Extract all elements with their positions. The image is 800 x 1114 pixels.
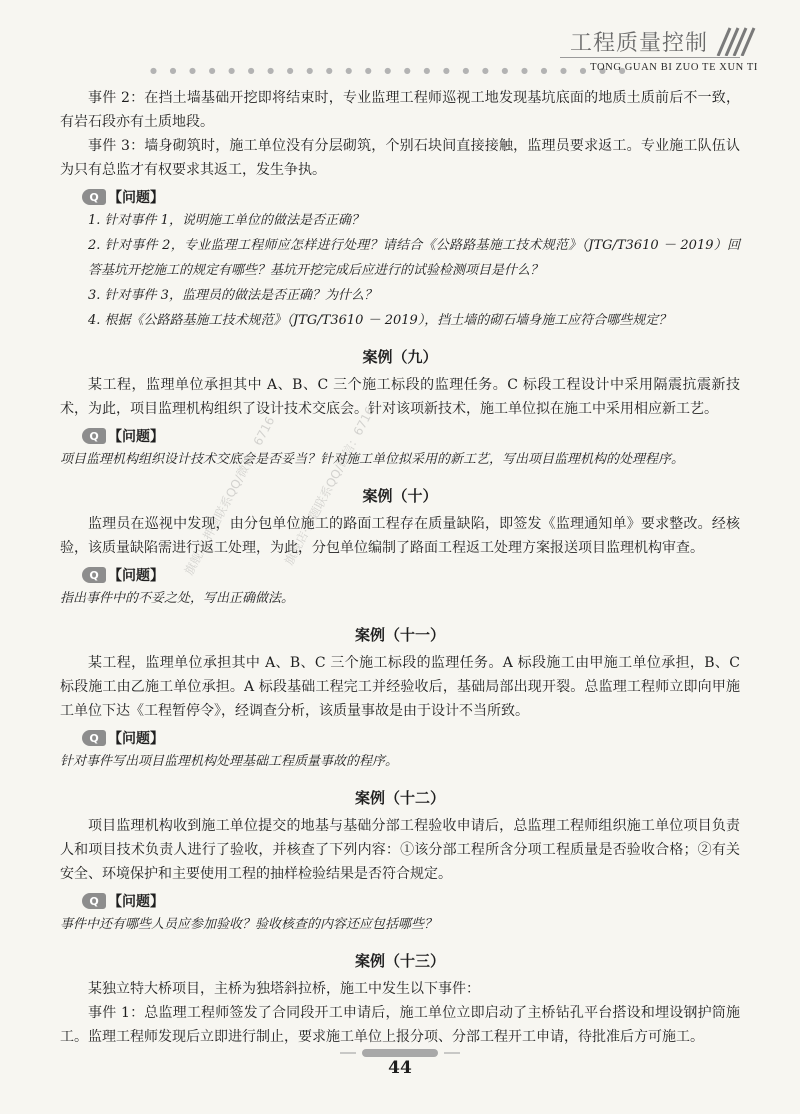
event-3-paragraph: 事件 3：墙身砌筑时，施工单位没有分层砌筑，个别石块间直接接触，监理员要求返工。专业施工队伍认为只有总监才有权要求其返工，发生争执。 bbox=[60, 138, 740, 178]
question-heading bbox=[60, 727, 740, 749]
header-divider bbox=[560, 57, 740, 58]
footer-ornament-icon bbox=[340, 1048, 460, 1058]
watermark-text: 旗舰店·押题联系QQ/微信：6716 bbox=[181, 414, 278, 578]
case-12-paragraph: 项目监理机构收到施工单位提交的地基与基础分部工程验收申请后，总监理工程师组织施工单位项目负责人和项目技术负责人进行了验收，并核查了下列内容：①该分部工程所含分项工程质量是否验收合格；②有关安全、环境保护和主要使用工程的抽样检验结果是否符合规定。 bbox=[60, 818, 740, 882]
header-dot-ornament: ● ● ● ● ● ● ● ● ● ● ● ● ● ● ● ● ● ● ● ● ● ● ● ● ● bbox=[150, 66, 631, 75]
question-badge-icon: Q bbox=[82, 428, 106, 444]
event-2-paragraph: 事件 2：在挡土墙基础开挖即将结束时，专业监理工程师巡视工地发现基坑底面的地质土质前后不一致，有岩石段亦有土质地段。 bbox=[60, 90, 740, 130]
question-heading bbox=[60, 425, 740, 447]
question-item: 针对事件写出项目监理机构处理基础工程质量事故的程序。 bbox=[60, 754, 399, 769]
question-label: 【问题】 bbox=[108, 731, 164, 747]
question-heading bbox=[60, 890, 740, 912]
case-13-title: 案例（十三） bbox=[354, 952, 445, 970]
case-9-title: 案例（九） bbox=[362, 348, 438, 366]
watermark-text: 旗舰店·押题联系QQ/微信：6716 bbox=[281, 404, 378, 568]
case-11-paragraph: 某工程，监理单位承担其中 A、B、C 三个施工标段的监理任务。A 标段施工由甲施工单位承担，B、C 标段施工由乙施工单位承担。A 标段基础工程完工并经验收后，基础局部出现开裂。总监理工程师立即向甲施工单位下达《工程暂停令》，经调查分析，该质量事故是由于设计不当所致。 bbox=[60, 655, 740, 719]
question-badge-icon: Q bbox=[82, 893, 106, 909]
question-badge-icon: Q bbox=[82, 189, 106, 205]
question-item: 项目监理机构组织设计技术交底会是否妥当？针对施工单位拟采用的新工艺，写出项目监理机构的处理程序。 bbox=[60, 452, 685, 467]
page-number: 44 bbox=[388, 1058, 412, 1078]
question-item: 事件中还有哪些人员应参加验收？验收核查的内容还应包括哪些？ bbox=[60, 917, 438, 932]
question-badge-icon: Q bbox=[82, 567, 106, 583]
case-9-paragraph: 某工程，监理单位承担其中 A、B、C 三个施工标段的监理任务。C 标段工程设计中采用隔震抗震新技术，为此，项目监理机构组织了设计技术交底会。针对该项新技术，施工单位拟在施工中采用相应新工艺。 bbox=[60, 377, 740, 417]
question-badge-icon: Q bbox=[82, 730, 106, 746]
case-10-title: 案例（十） bbox=[362, 487, 438, 505]
case-13-event-1: 事件 1：总监理工程师签发了合同段开工申请后，施工单位立即启动了主桥钻孔平台搭设和埋设钢护筒施工。监理工程师发现后立即进行制止，要求施工单位上报分项、分部工程开工申请，待批准后方可施工。 bbox=[60, 1005, 740, 1045]
question-item: 3. 针对事件 3，监理员的做法是否正确？为什么？ bbox=[88, 288, 377, 303]
question-heading bbox=[60, 186, 740, 208]
case-11-title: 案例（十一） bbox=[354, 626, 445, 644]
question-item: 1. 针对事件 1，说明施工单位的做法是否正确？ bbox=[88, 213, 364, 228]
question-item: 2. 针对事件 2，专业监理工程师应怎样进行处理？请结合《公路路基施工技术规范》（JTG/T3610 － 2019）回答基坑开挖施工的规定有哪些？基坑开挖完成后应进行的试验检测项目是什么？ bbox=[88, 238, 740, 278]
header-stripes-icon bbox=[714, 26, 756, 56]
case-10-paragraph: 监理员在巡视中发现，由分包单位施工的路面工程存在质量缺陷，即签发《监理通知单》要求整改。经核验，该质量缺陷需进行返工处理，为此，分包单位编制了路面工程返工处理方案报送项目监理机构审查。 bbox=[60, 516, 740, 556]
page-content bbox=[60, 86, 740, 1049]
question-label: 【问题】 bbox=[108, 894, 164, 910]
case-13-intro: 某独立特大桥项目，主桥为独塔斜拉桥，施工中发生以下事件： bbox=[88, 981, 480, 997]
case-12-title: 案例（十二） bbox=[354, 789, 445, 807]
question-label: 【问题】 bbox=[108, 568, 164, 584]
question-item: 4. 根据《公路路基施工技术规范》（JTG/T3610 － 2019），挡土墙的砌石墙身施工应符合哪些规定？ bbox=[88, 313, 672, 328]
question-heading bbox=[60, 564, 740, 586]
question-label: 【问题】 bbox=[108, 429, 164, 445]
header-subtitle: TONG GUAN BI ZUO TE XUN TI bbox=[590, 62, 758, 73]
header-title: 工程质量控制 bbox=[569, 31, 708, 56]
question-item: 指出事件中的不妥之处，写出正确做法。 bbox=[60, 591, 295, 606]
question-label: 【问题】 bbox=[108, 190, 164, 206]
